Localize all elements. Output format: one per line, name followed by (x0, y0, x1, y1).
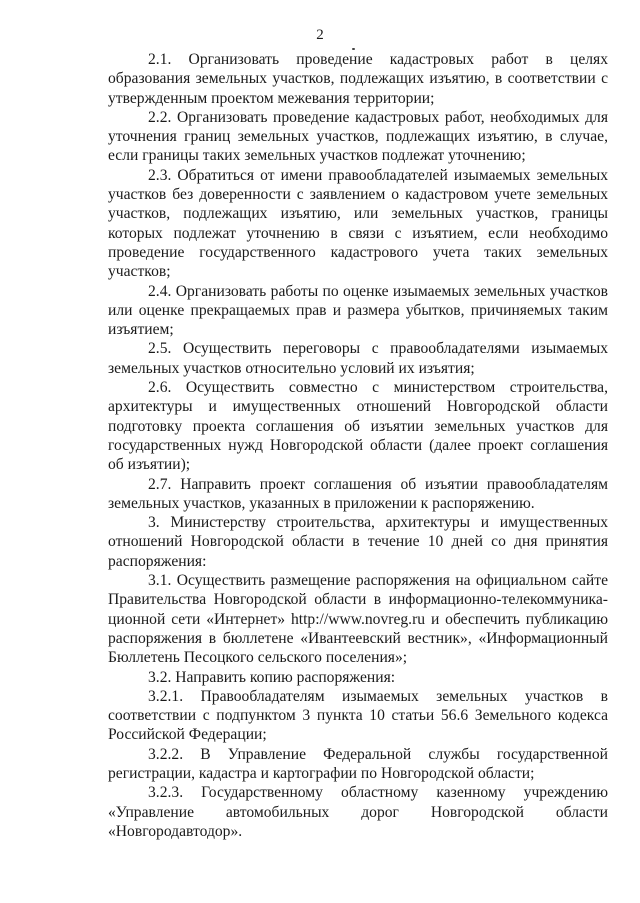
paragraph-2-2: 2.2. Организовать проведение кадастровых работ, необходимых для уточнения границ земельных участков, подлежащих изъятию, в случае, если границы таких земельных участков подлежат уточнению; (108, 108, 608, 165)
paragraph-2-5: 2.5. Осуществить переговоры с правообладателями изымаемых земельных участков относительно условий их изъятия; (108, 340, 608, 377)
paragraph-2-4: 2.4. Организовать работы по оценке изымаемых земельных участков или оценке прекращаемых прав и размера убытков, причиняемых таким изъятием; (108, 282, 608, 339)
paragraph-2-7: 2.7. Направить проект соглашения об изъятии правообладателям земельных участков, указанных в приложении к распоряжению. (108, 475, 608, 512)
page-number: 2 (316, 27, 324, 43)
paragraph-3-2: 3.2. Направить копию распоряжения: (148, 668, 396, 686)
paragraph-3-2-2: 3.2.2. В Управление Федеральной службы государственной регистрации, кадастра и картографии по Новгородской области; (108, 745, 608, 782)
paragraph-3-2-3: 3.2.3. Государственному областному казенному учреждению «Управление автомобильных дорог Новгородской области «Новгородавтодор». (108, 784, 608, 840)
paragraph-3-1: 3.1. Осуществить размещение распоряжения на официальном сайте Правительства Новгородской области в информационно-телекоммуника-ционной сети «Интернет» http://www.novreg.ru и обеспечить публикацию распоряжения в бюллетене «Ивантеевский вестник», «Информационный Бюллетень Песоцкого сельского поселения»; (108, 572, 608, 667)
paragraph-2-3: 2.3. Обратиться от имени правообладателей изымаемых земельных участков без доверенности с заявлением о кадастровом учете земельных участков, подлежащих изъятию, или земельных участков, границы которых подлежат уточнению в связи с изъятием, если необходимо проведение государственного кадастрового учета таких земельных участков; (108, 166, 608, 281)
paragraph-2-6: 2.6. Осуществить совместно с министерством строительства, архитектуры и имущественных отношений Новгородской области подготовку проекта соглашения об изъятии земельных участков для государственных нужд Новгородской области (далее проект соглашения об изъятии); (108, 379, 608, 474)
paragraph-3-2-1: 3.2.1. Правообладателям изымаемых земельных участков в соответствии с подпунктом 3 пункта 10 статьи 56.6 Земельного кодекса Российской Федерации; (108, 687, 608, 744)
document-body (108, 50, 608, 841)
paragraph-3: 3. Министерству строительства, архитектуры и имущественных отношений Новгородской области в течение 10 дней со дня принятия распоряжения: (108, 514, 608, 570)
paragraph-2-1: 2.1. Организовать проведение кадастровых работ в целях образования земельных участков, подлежащих изъятию, в соответствии с утвержденным проектом межевания территории; (108, 51, 608, 107)
